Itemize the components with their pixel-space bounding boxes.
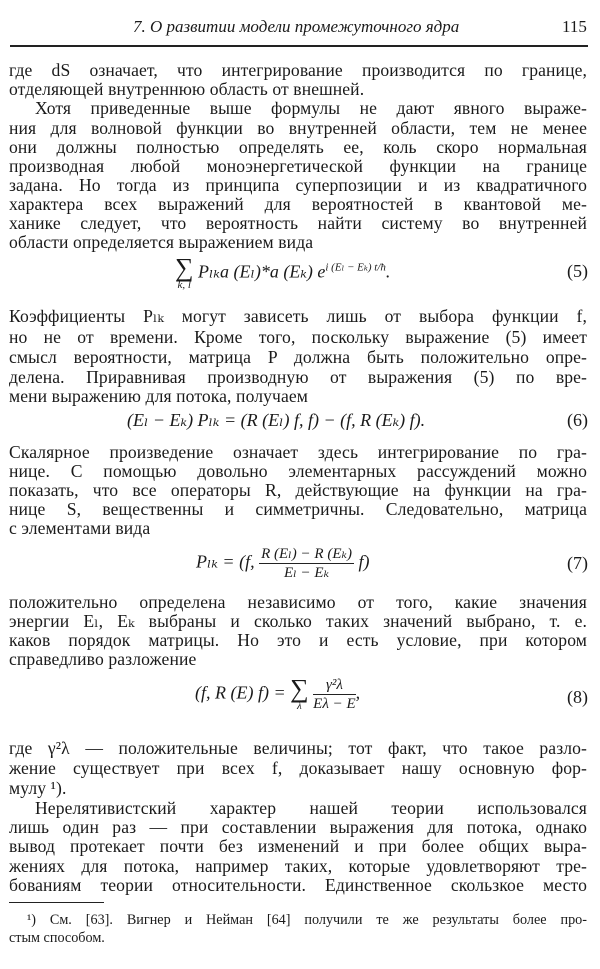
text-line: показать, что все операторы R, действующие на функции на гра- (9, 480, 587, 500)
text-line: мулу ¹). (9, 778, 67, 798)
header-rule (10, 45, 588, 47)
text-line: жениях для потока, например таких, которые удовлетворяют тре- (9, 856, 587, 876)
text-line: мени выражению для потока, получаем (9, 386, 309, 406)
equation-5 (175, 253, 391, 291)
equation-lhs: Pₗₖ = (f, (196, 551, 255, 572)
text-line: Коэффициенты Pₗₖ могут зависеть лишь от выбора функции f, (9, 306, 587, 326)
equation-tail: , (355, 682, 361, 703)
denominator: Eₗ − Eₖ (283, 565, 330, 581)
equation-lhs: (f, R (E) f) = (195, 682, 286, 703)
equation-number: (8) (567, 687, 588, 707)
text-line: где dS означает, что интегрирование производится по границе, (9, 60, 587, 80)
text-line: смысл вероятности, матрица P должна быть положительно опре- (9, 347, 587, 367)
denominator: Eλ − E (313, 696, 356, 712)
text-line: положительно определена независимо от того, какие значения (9, 592, 587, 612)
fraction (313, 676, 355, 713)
sum-index: λ (297, 700, 302, 712)
text-line: области определяется выражением вида (9, 232, 314, 252)
text-line: каков порядок матрицы. Но это и есть условие, при котором (9, 630, 587, 650)
text-line: Скалярное произведение означает здесь интегрирование по гра- (9, 442, 587, 462)
sum-index: k, l (177, 279, 191, 291)
equation-tail: . (385, 261, 391, 282)
text-line: нице S, вещественны и симметричны. Следовательно, матрица (9, 499, 587, 519)
text-line: Хотя приведенные выше формулы не дают явного выраже- (35, 98, 587, 118)
equation-number: (7) (567, 553, 588, 573)
text-line: вывод протекает почти без изменений и при более общих выра- (9, 836, 587, 856)
text-line: задана. Но тогда из принципа суперпозиции и из квадратичного (9, 175, 587, 195)
equation-6: (Eₗ − Eₖ) Pₗₖ = (R (Eₗ) f, f) − (f, R (Eₖ) f). (127, 410, 426, 430)
page-number: 115 (562, 17, 587, 36)
text-line: лишь один раз — при составлении выражения для потока, однако (9, 817, 587, 837)
equation-7 (196, 545, 369, 582)
text-line: бованиям теории относительности. Единственное скользкое место (9, 875, 587, 895)
text-line: где γ²λ — положительные величины; тот факт, что такое разло- (9, 738, 587, 758)
equation-8 (195, 676, 360, 713)
text-line: ханике следует, что вероятность найти систему во внутренней (9, 213, 587, 233)
numerator: R (Eₗ) − R (Eₖ) (261, 546, 352, 562)
footnote-rule (9, 902, 104, 903)
text-line: нице. С помощью довольно элементарных рассуждений можно (9, 461, 587, 481)
text-line: с элементами вида (9, 518, 151, 538)
summation-symbol: ∑ λ (290, 674, 309, 712)
text-line: Нерелятивистский характер нашей теории использовался (35, 798, 587, 818)
text-line: производная любой моноэнергетической функции на границе (9, 156, 587, 176)
text-line: отделяющей внутреннюю область от внешней. (9, 79, 365, 99)
text-line: энергии Eₗ, Eₖ выбраны и сколько таких значений выбрано, т. е. (9, 611, 587, 631)
numerator: γ²λ (313, 676, 355, 695)
equation-body: Pₗₖa (Eₗ)*a (Eₖ) e (198, 261, 326, 282)
equation-rhs: f) (358, 551, 370, 572)
running-header-title: 7. О развитии модели промежуточного ядра (133, 17, 460, 36)
text-line: жение существует при всех f, доказывает нашу основную фор- (9, 758, 587, 778)
text-line: ния для волновой функции во внутренней области, тем не менее (9, 118, 587, 138)
text-line: делена. Приравнивая производную от выражения (5) по вре- (9, 367, 587, 387)
footnote-line: стым способом. (9, 930, 105, 946)
equation-number: (6) (567, 410, 588, 430)
text-line: характера всех выражений для вероятностей в квантовой ме- (9, 194, 587, 214)
fraction (259, 545, 354, 582)
equation-exponent: i (Eₗ − Eₖ) t/ħ (325, 261, 386, 274)
text-line: они должны полностью определять ее, коль скоро нормальная (9, 137, 587, 157)
text-line: справедливо разложение (9, 649, 197, 669)
text-line: но не от времени. Кроме того, поскольку выражение (5) имеет (9, 327, 587, 347)
summation-symbol: ∑ k, l (175, 253, 194, 291)
equation-number: (5) (567, 261, 588, 281)
footnote-line: ¹) См. [63]. Вигнер и Нейман [64] получили те же результаты более про- (27, 912, 587, 928)
